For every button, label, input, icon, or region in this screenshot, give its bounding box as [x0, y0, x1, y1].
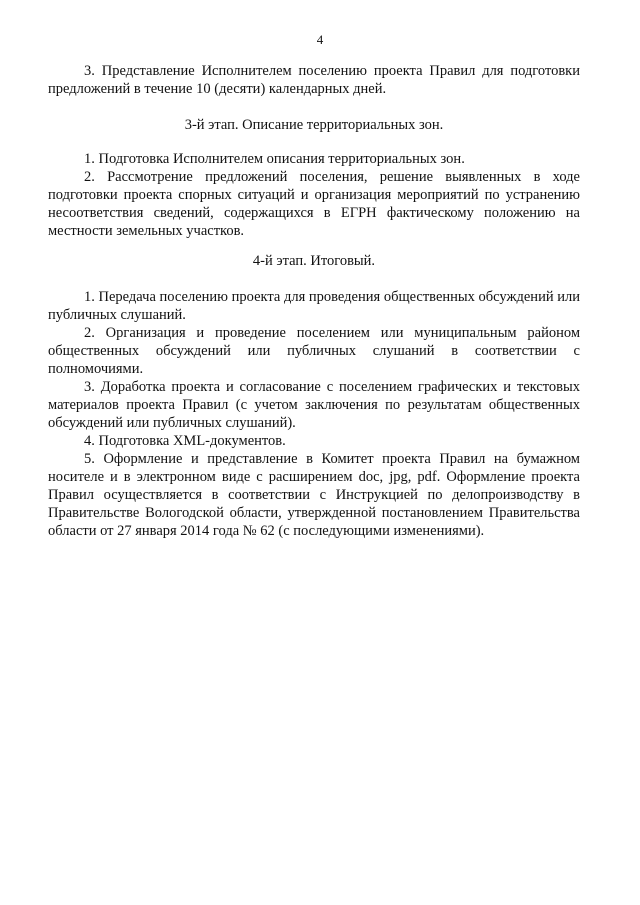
- section-stage4: [48, 288, 580, 540]
- paragraph-stage4-item1: 1. Передача поселению проекта для проведения общественных обсуждений или публичных слушаний.: [48, 289, 580, 323]
- paragraph-stage4-item4: 4. Подготовка XML-документов.: [84, 433, 286, 449]
- page-number: 4: [316, 32, 324, 47]
- paragraph-stage3-item2: 2. Рассмотрение предложений поселения, решение выявленных в ходе подготовки проекта спорных ситуаций и организация мероприятий по устранению несоответствия сведений, содержащихся в ЕГРН фактическому положению на местности земельных участков.: [48, 169, 580, 239]
- heading-stage4: 4-й этап. Итоговый.: [252, 253, 376, 269]
- stage3-heading-block: [48, 116, 580, 134]
- heading-stage3: 3-й этап. Описание территориальных зон.: [184, 117, 444, 133]
- paragraph-stage4-item3: 3. Доработка проекта и согласование с поселением графических и текстовых материалов проекта Правил (с учетом заключения по результатам общественных обсуждений или публичных слушаний).: [48, 379, 580, 431]
- paragraph-stage4-item5: 5. Оформление и представление в Комитет проекта Правил на бумажном носителе и в электронном виде с расширением doc, jpg, pdf. Оформление проекта Правил осуществляется в соответствии с Инструкцией по делопроизводству в Правительстве Вологодской области, утвержденной постановлением Правительства области от 27 января 2014 года № 62 (с последующими изменениями).: [48, 451, 580, 539]
- stage4-heading-block: [48, 252, 580, 270]
- paragraph-stage3-item1: 1. Подготовка Исполнителем описания территориальных зон.: [84, 151, 465, 167]
- section-stage3: [48, 150, 580, 240]
- paragraph-stage2-item3: 3. Представление Исполнителем поселению проекта Правил для подготовки предложений в течение 10 (десяти) календарных дней.: [48, 63, 580, 97]
- section-stage2-end: [48, 62, 580, 98]
- paragraph-stage4-item2: 2. Организация и проведение поселением или муниципальным районом общественных обсуждений или публичных слушаний в соответствии с полномочиями.: [48, 325, 580, 377]
